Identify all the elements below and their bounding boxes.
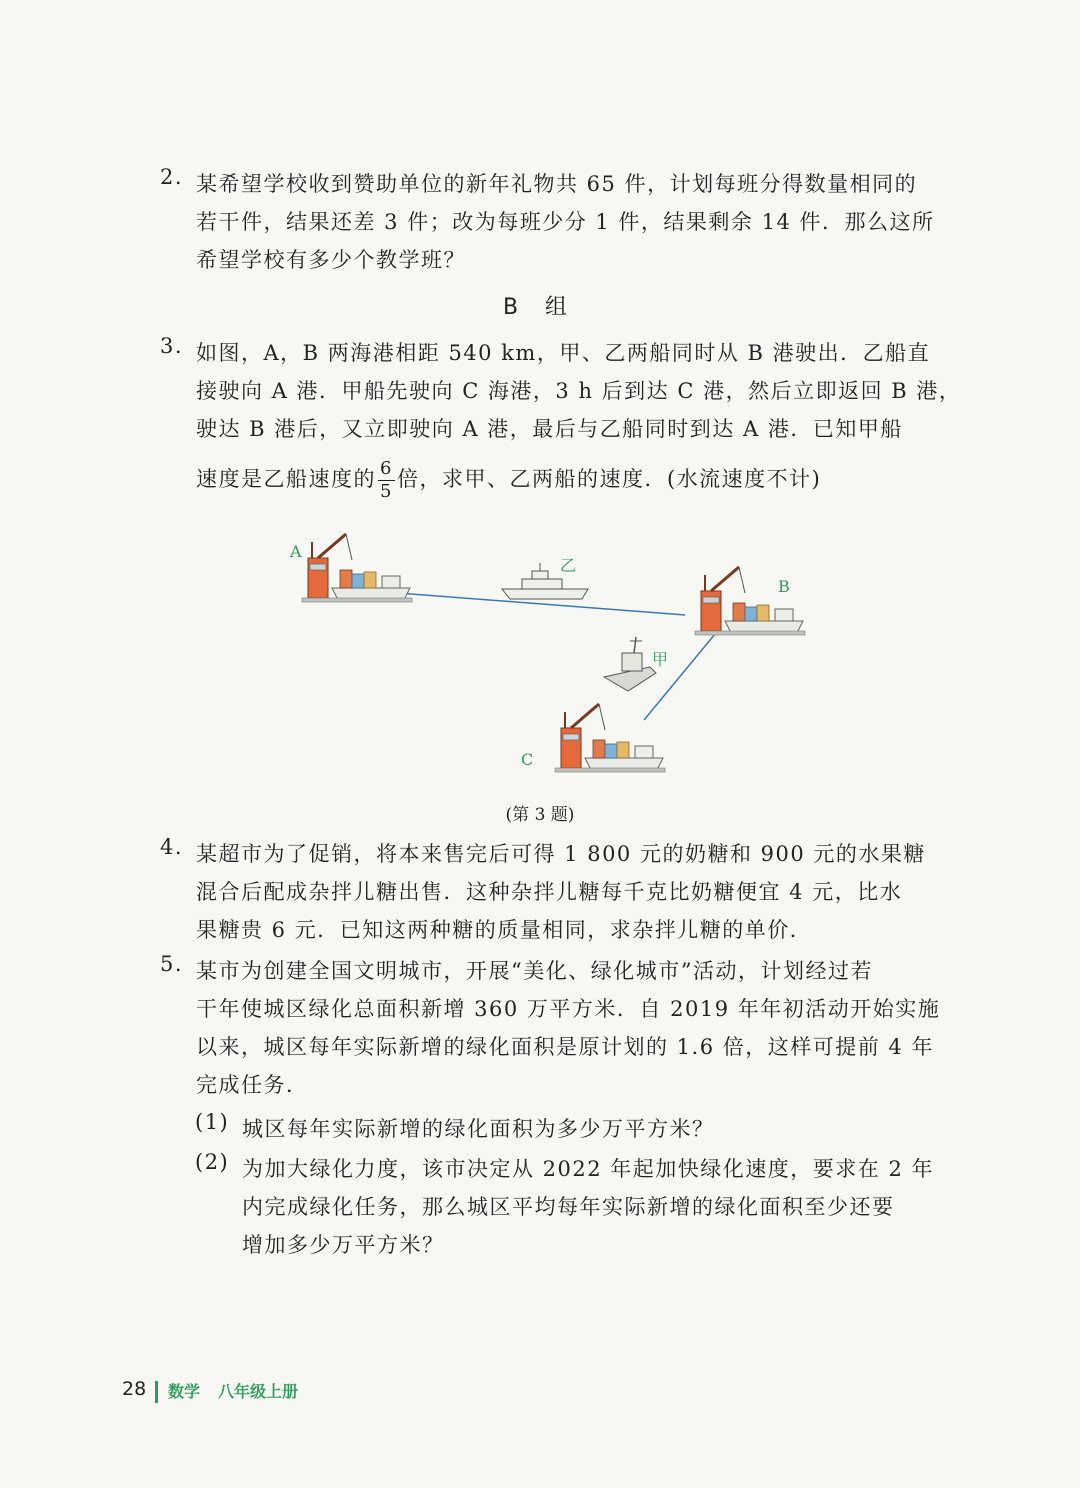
ship-jia-icon — [604, 637, 656, 691]
part-text-line: 增加多少万平方米？ — [242, 1233, 445, 1257]
fraction — [378, 460, 395, 501]
part-text-line: 为加大绿化力度，该市决定从 2022 年起加快绿化速度，要求在 2 年 — [242, 1157, 935, 1181]
label-ship-jia: 甲 — [652, 650, 669, 669]
figure-caption: (第 3 题) — [505, 805, 575, 825]
problem-text-line: 某希望学校收到赞助单位的新年礼物共 65 件，计划每班分得数量相同的 — [196, 172, 918, 196]
group-title: B 组 — [502, 295, 578, 320]
part-label: (2) — [195, 1150, 230, 1174]
part-label: (1) — [195, 1110, 230, 1134]
problem-text-line: 果糖贵 6 元．已知这两种糖的质量相同，求杂拌儿糖的单价． — [196, 918, 813, 942]
problem-text-line: 某超市为了促销，将本来售完后可得 1 800 元的奶糖和 900 元的水果糖 — [196, 842, 926, 866]
part-text-line: 城区每年实际新增的绿化面积为多少万平方米？ — [242, 1117, 715, 1141]
problem-number: 4. — [160, 835, 184, 859]
label-ship-yi: 乙 — [560, 556, 577, 575]
text-after-fraction: 倍，求甲、乙两船的速度．(水流速度不计) — [396, 467, 822, 491]
label-C: C — [521, 750, 534, 769]
port-A — [302, 534, 412, 602]
problem-text-line: 混合后配成杂拌儿糖出售．这种杂拌儿糖每千克比奶糖便宜 4 元，比水 — [196, 880, 903, 904]
problem-5 — [160, 952, 941, 1104]
route-B-C — [644, 628, 720, 720]
problem-text-line — [160, 448, 930, 510]
problem-text-line: 驶达 B 港后，又立即驶向 A 港，最后与乙船同时到达 A 港．已知甲船 — [196, 417, 903, 441]
problem-text-line: 某市为创建全国文明城市，开展“美化、绿化城市”活动，计划经过若 — [196, 959, 873, 983]
page-number: 28 — [122, 1378, 147, 1400]
fraction-denominator: 5 — [380, 481, 393, 502]
problem-number: 5. — [160, 952, 184, 976]
problem-3 — [160, 334, 962, 510]
subject-name: 数学 — [168, 1382, 201, 1401]
problem-text-line: 干年使城区绿化总面积新增 360 万平方米．自 2019 年年初活动开始实施 — [196, 997, 941, 1021]
fraction-numerator: 6 — [380, 458, 393, 479]
problem-4 — [160, 835, 930, 949]
book-volume: 八年级上册 — [218, 1382, 299, 1401]
label-A: A — [290, 542, 302, 561]
problem-text-line: 希望学校有多少个教学班？ — [196, 248, 466, 272]
book-title — [168, 1379, 298, 1402]
problem-text-line: 完成任务． — [196, 1073, 309, 1097]
problem-5-part-2 — [195, 1150, 935, 1264]
problem-text-line: 如图，A，B 两海港相距 540 km，甲、乙两船同时从 B 港驶出．乙船直 — [196, 341, 931, 365]
problem-number: 2. — [160, 165, 184, 189]
footer-divider — [155, 1381, 158, 1403]
problem-2 — [160, 165, 935, 279]
problem-text-line: 接驶向 A 港．甲船先驶向 C 海港，3 h 后到达 C 港，然后立即返回 B 港， — [196, 379, 962, 403]
text-before-fraction: 速度是乙船速度的 — [196, 467, 376, 491]
problem-3-figure — [270, 525, 810, 790]
problem-text-line: 以来，城区每年实际新增的绿化面积是原计划的 1.6 倍，这样可提前 4 年 — [196, 1035, 934, 1059]
problem-5-part-1 — [195, 1110, 935, 1148]
problem-text-line: 若干件，结果还差 3 件；改为每班少分 1 件，结果剩余 14 件．那么这所 — [196, 210, 935, 234]
problem-number: 3. — [160, 334, 184, 358]
part-text-line: 内完成绿化任务，那么城区平均每年实际新增的绿化面积至少还要 — [242, 1195, 895, 1219]
label-B: B — [778, 577, 790, 596]
